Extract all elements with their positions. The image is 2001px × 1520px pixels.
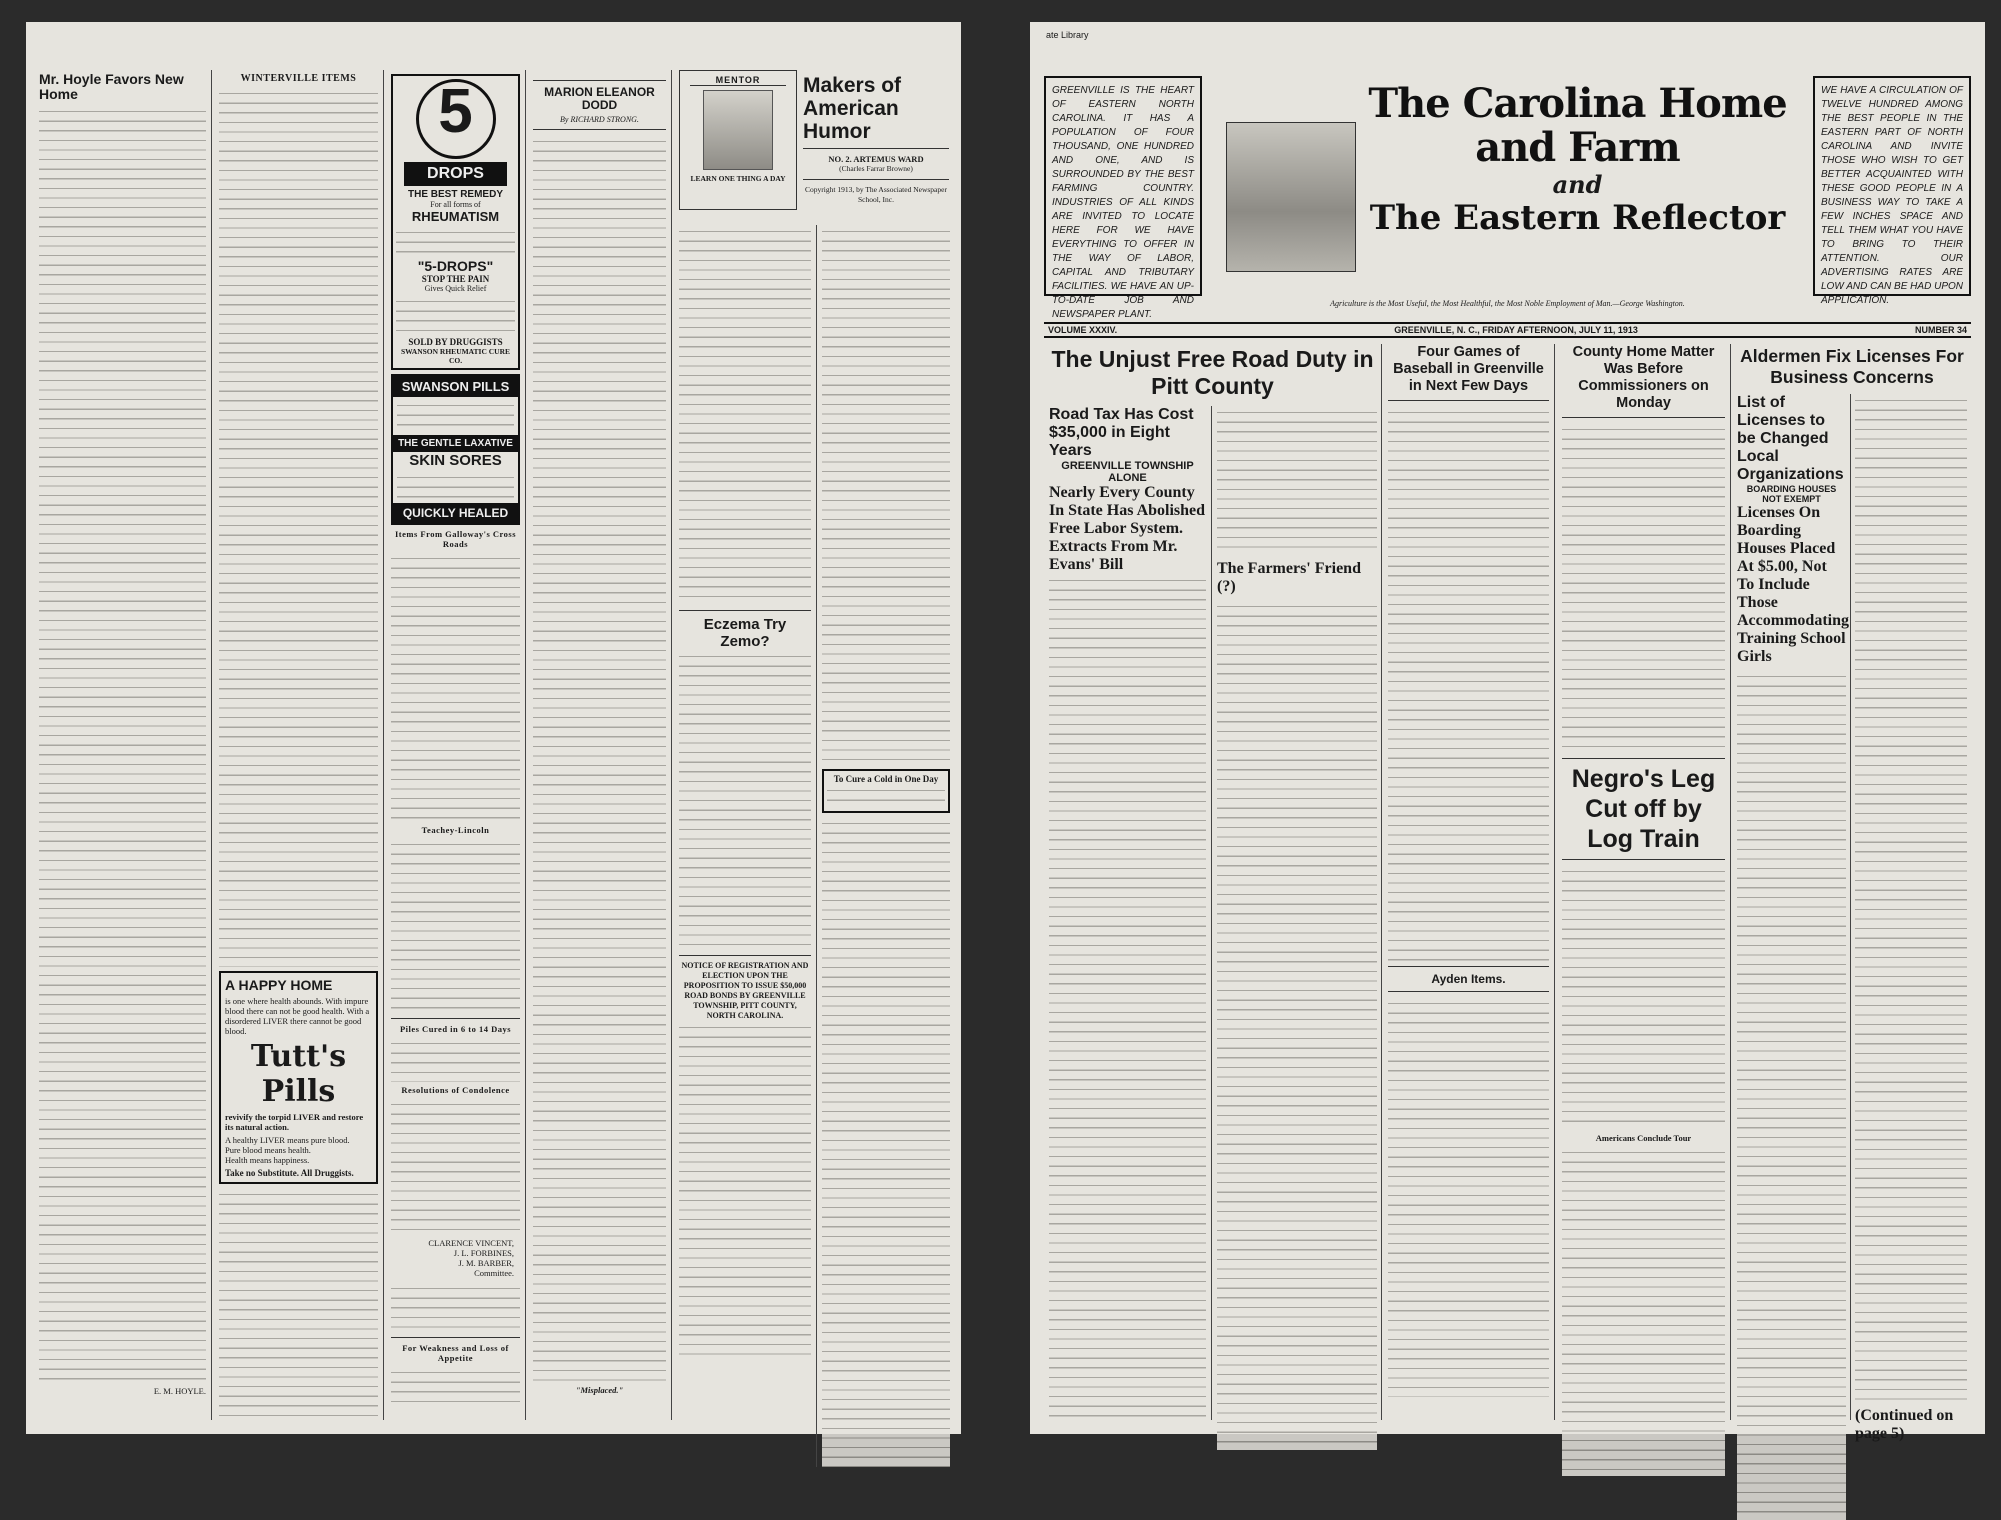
subhead-browne: (Charles Farrar Browne) xyxy=(839,164,913,173)
notice-text xyxy=(679,1021,811,1361)
deck-training-school: Licenses On Boarding Houses Placed At $5.00, Not To Include Those Accommodating Training School Girls xyxy=(1737,504,1849,665)
divider xyxy=(391,1337,520,1338)
masthead xyxy=(1044,62,1971,320)
humor-text-continued xyxy=(822,225,950,765)
five-drops-fineprint xyxy=(396,226,515,256)
headline-teachey-lincoln: Teachey-Lincoln xyxy=(421,825,490,835)
licenses-column-1 xyxy=(1733,394,1851,1420)
headline-registration-notice: NOTICE OF REGISTRATION AND ELECTION UPON THE PROPOSITION TO ISSUE $50,000 ROAD BONDS BY GREENVILLE TOWNSHIP, PITT COUNTY, NORTH CAROLINA. xyxy=(681,961,809,1020)
divider xyxy=(391,1018,520,1019)
deck-boarding-houses: BOARDING HOUSES NOT EXEMPT xyxy=(1746,484,1837,504)
title-eastern-reflector: The Eastern Reflector xyxy=(1369,198,1786,238)
wedding-text xyxy=(391,838,520,1013)
deck-list-of-licenses: List of Licenses to be Changed Local Organizations xyxy=(1737,394,1844,483)
column-county-home xyxy=(1557,344,1731,1420)
christiania-text xyxy=(822,817,950,1467)
tutts-line3: Health means happiness. xyxy=(225,1155,310,1165)
headline-piles: Piles Cured in 6 to 14 Days xyxy=(399,1024,512,1034)
subhead-americans-tour: Americans Conclude Tour xyxy=(1595,1133,1692,1143)
mentor-caption: LEARN ONE THING A DAY xyxy=(690,174,786,183)
five-drops-sold: SOLD BY DRUGGISTS xyxy=(408,337,503,347)
humor-subcolumn-right xyxy=(816,225,950,1467)
divider xyxy=(533,80,666,81)
winterville-text-continued xyxy=(219,1188,378,1418)
story-text xyxy=(533,135,666,1385)
masthead-right-box: WE HAVE A CIRCULATION OF TWELVE HUNDRED AMONG THE BEST PEOPLE IN THE EASTERN PART OF NORTH CAROLINA AND INVITE THOSE WHO WISH TO GET BETTER ACQUAINTED WITH THESE GOOD PEOPLE IN A BUSINESS WAY TO TAKE A FEW INCHES SPACE AND TELL THEM WHAT YOU HAVE TO BRING TO THEIR ATTENTION. OUR ADVERTISING RATES ARE LOW AND CAN BE HAD UPON APPLICATION. xyxy=(1813,76,1971,296)
deck-evans-bill: Nearly Every County In State Has Abolished Free Labor System. Extracts From Mr. Evans' Bill xyxy=(1049,484,1206,573)
licenses-story xyxy=(1733,344,1971,1442)
tutts-pills-ad xyxy=(219,971,378,1184)
column-marion-dodd xyxy=(528,70,672,1420)
headline-aldermen-licenses: Aldermen Fix Licenses For Business Concerns xyxy=(1740,346,1964,387)
headline-unjust-road-duty: The Unjust Free Road Duty in Pitt County xyxy=(1051,346,1374,399)
five-drops-remedy: THE BEST REMEDY xyxy=(407,189,503,200)
column-ads-and-notices xyxy=(386,70,526,1420)
five-drops-company: SWANSON RHEUMATIC CURE CO. xyxy=(400,347,511,365)
masthead-title-text xyxy=(1360,82,1795,237)
road-story-column-1 xyxy=(1044,406,1212,1420)
headline-winterville: WINTERVILLE ITEMS xyxy=(240,73,357,84)
road-story-text xyxy=(1049,574,1206,1424)
headline-hoyle: Mr. Hoyle Favors New Home xyxy=(39,71,184,102)
committee-member: J. L. FORBINES, xyxy=(453,1248,514,1258)
deck-road-tax-cost: Road Tax Has Cost $35,000 in Eight Years xyxy=(1049,406,1194,459)
quickly-healed: QUICKLY HEALED xyxy=(393,503,518,523)
tutts-line2: Pure blood means health. xyxy=(225,1145,311,1155)
farm-illustration-image xyxy=(1226,122,1356,272)
resolutions-text xyxy=(391,1098,520,1238)
appetite-text xyxy=(391,1366,520,1406)
eczema-text xyxy=(679,650,811,950)
five-drops-stop: STOP THE PAIN xyxy=(421,274,490,284)
divider xyxy=(679,610,811,611)
library-stamp: ate Library xyxy=(1046,30,1089,40)
divider xyxy=(1562,859,1725,860)
column-american-humor xyxy=(674,70,954,1420)
tutts-tagline: revivify the torpid LIVER and restore its natural action. xyxy=(225,1112,364,1132)
skin-sores-fineprint xyxy=(397,471,514,501)
five-drops-disease: RHEUMATISM xyxy=(411,209,500,224)
copyright-notice: Copyright 1913, by The Associated Newspaper School, Inc. xyxy=(805,185,947,204)
column-hoyle-letter xyxy=(34,70,212,1420)
licenses-column-2 xyxy=(1851,394,1971,1442)
road-story-text-continued xyxy=(1217,406,1377,556)
humor-title-block xyxy=(803,74,949,205)
divider xyxy=(533,129,666,130)
humor-subcolumn-left xyxy=(679,225,811,1361)
notice-text xyxy=(391,1282,520,1332)
masthead-title-block xyxy=(1220,72,1795,312)
swanson-tagline: THE GENTLE LAXATIVE xyxy=(393,435,518,452)
divider xyxy=(1388,966,1549,967)
right-newspaper-page xyxy=(1030,22,1985,1442)
headline-eczema: Eczema Try Zemo? xyxy=(703,616,787,650)
piles-text xyxy=(391,1037,520,1082)
signature: E. M. HOYLE. xyxy=(153,1386,206,1397)
mentor-label: MENTOR xyxy=(690,75,786,86)
licenses-text-continued xyxy=(1855,394,1967,1404)
masthead-left-box: GREENVILLE IS THE HEART OF EASTERN NORTH CAROLINA. IT HAS A POPULATION OF FOUR THOUSAND, ONE HUNDRED AND ONE, AND IS SURROUNDED BY THE BEST FARMING COUNTRY. INDUSTRIES OF ALL KINDS ARE INVITED TO LOCATE HERE FOR WE HAVE EVERYTHING TO OFFER IN THE WAY OF LABOR, CAPITAL AND TRIBUTARY FACILITIES. WE HAVE AN UP-TO-DATE JOB AND NEWSPAPER PLANT. xyxy=(1044,76,1202,296)
five-drops-word: DROPS xyxy=(404,162,507,186)
article-body-text xyxy=(39,105,206,1380)
divider xyxy=(1388,991,1549,992)
mentor-figure-image xyxy=(703,90,773,170)
five-drops-big-number: 5 xyxy=(416,79,496,159)
byline-richard-strong: By RICHARD STRONG. xyxy=(560,115,639,125)
subhead-ayden-items: Ayden Items. xyxy=(1431,972,1506,986)
left-newspaper-page xyxy=(26,22,961,1434)
divider xyxy=(1562,758,1725,759)
divider xyxy=(803,179,949,180)
committee-member: J. M. BARBER, xyxy=(458,1258,514,1268)
column-baseball xyxy=(1383,344,1555,1420)
cold-cure-text xyxy=(827,784,945,808)
divider xyxy=(1388,400,1549,401)
licenses-text xyxy=(1737,670,1846,1520)
cold-cure-ad xyxy=(822,769,950,813)
winterville-text xyxy=(219,87,378,967)
skin-sores-heading: SKIN SORES xyxy=(409,452,502,469)
column-winterville xyxy=(214,70,384,1420)
continued-notice: (Continued on page 5) xyxy=(1855,1407,1954,1442)
road-story-text-continued-2 xyxy=(1217,600,1377,1450)
dateline-bar xyxy=(1044,322,1971,338)
road-duty-story xyxy=(1044,344,1382,1420)
swanson-title: SWANSON PILLS xyxy=(393,376,518,397)
headline-american-humor: Makers of American Humor xyxy=(803,74,902,143)
headline-crossroads: Items From Galloway's Cross Roads xyxy=(394,529,517,549)
headline-appetite: For Weakness and Loss of Appetite xyxy=(402,1343,509,1363)
log-train-text xyxy=(1562,865,1725,1130)
title-carolina-home-and-farm: The Carolina Home and Farm xyxy=(1368,80,1787,171)
headline-baseball: Four Games of Baseball in Greenville in Next Few Days xyxy=(1393,344,1544,394)
subhead-farmers-friend: The Farmers' Friend (?) xyxy=(1217,560,1361,595)
swanson-pills-ad xyxy=(391,374,520,525)
humor-text xyxy=(679,225,811,605)
headline-log-train: Negro's Leg Cut off by Log Train xyxy=(1571,765,1716,853)
swanson-fineprint xyxy=(397,399,514,433)
headline-resolutions: Resolutions of Condolence xyxy=(401,1085,510,1095)
tutts-heading: A HAPPY HOME xyxy=(225,977,333,993)
tutts-body: is one where health abounds. With impure blood there can not be good health. With a disordered LIVER there cannot be good blood. xyxy=(225,996,370,1036)
baseball-text xyxy=(1388,406,1549,961)
divider xyxy=(1562,417,1725,418)
humor-header xyxy=(679,70,949,220)
deck-greenville-township: GREENVILLE TOWNSHIP ALONE xyxy=(1061,460,1194,484)
five-drops-relief: Gives Quick Relief xyxy=(424,284,487,293)
title-and: and xyxy=(1552,170,1603,199)
committee-member: CLARENCE VINCENT, xyxy=(428,1238,514,1248)
five-drops-sub: "5-DROPS" xyxy=(417,258,494,274)
place-and-date: GREENVILLE, N. C., FRIDAY AFTERNOON, JULY 11, 1913 xyxy=(1394,325,1638,335)
issue-number: NUMBER 34 xyxy=(1914,325,1967,335)
five-drops-for: For all forms of xyxy=(430,200,481,209)
crossroads-text xyxy=(391,552,520,822)
committee-list xyxy=(391,1238,520,1278)
volume-number: VOLUME XXXIV. xyxy=(1048,325,1118,335)
ayden-text xyxy=(1388,997,1549,1397)
divider xyxy=(803,148,949,149)
road-story-column-2 xyxy=(1212,406,1382,1420)
subhead-artemus-ward: NO. 2. ARTEMUS WARD xyxy=(828,154,924,164)
tutts-line1: A healthy LIVER means pure blood. xyxy=(225,1135,350,1145)
americans-tour-text xyxy=(1562,1146,1725,1476)
tutts-footer: Take no Substitute. All Druggists. xyxy=(225,1168,354,1178)
headline-cold-cure: To Cure a Cold in One Day xyxy=(833,774,939,784)
headline-marion-dodd: MARION ELEANOR DODD xyxy=(544,85,655,112)
committee-label: Committee. xyxy=(474,1268,514,1278)
caption-misplaced: "Misplaced." xyxy=(575,1385,624,1396)
masthead-motto: Agriculture is the Most Useful, the Most Healthful, the Most Noble Employment of Man.—George Washington. xyxy=(1330,299,1685,308)
county-home-text xyxy=(1562,423,1725,753)
mentor-illustration xyxy=(679,70,797,210)
five-drops-fineprint-2 xyxy=(396,295,515,335)
five-drops-ad xyxy=(391,74,520,370)
divider xyxy=(679,955,811,956)
tutts-brand: Tutt's Pills xyxy=(250,1039,347,1109)
headline-county-home: County Home Matter Was Before Commissioners on Monday xyxy=(1572,344,1715,411)
